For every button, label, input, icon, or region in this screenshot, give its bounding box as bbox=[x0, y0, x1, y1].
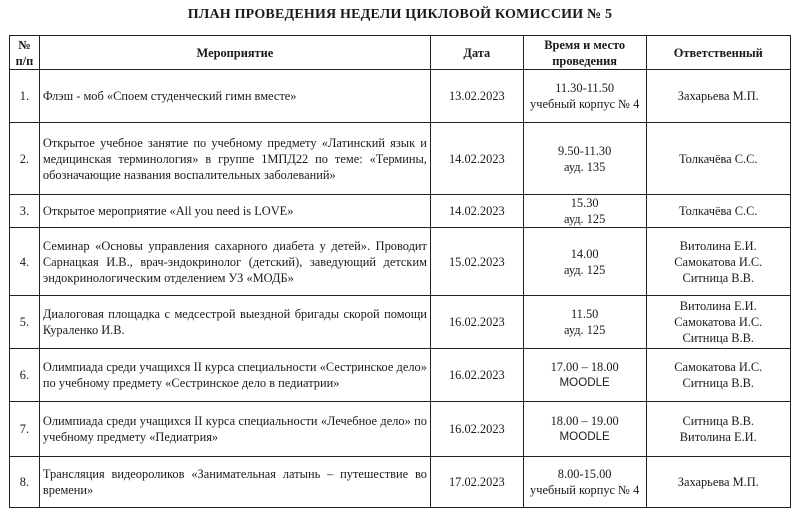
responsible-person: Толкачёва С.С. bbox=[679, 151, 758, 166]
header-number-line2: п/п bbox=[15, 53, 34, 68]
row-number: 6. bbox=[10, 349, 40, 402]
row-number: 5. bbox=[10, 296, 40, 349]
header-event: Мероприятие bbox=[39, 36, 430, 70]
row-date: 13.02.2023 bbox=[430, 70, 523, 123]
row-time: 9.50-11.30 bbox=[558, 143, 612, 158]
table-row bbox=[10, 70, 791, 123]
row-place: ауд. 125 bbox=[563, 212, 606, 226]
table-row bbox=[10, 349, 791, 402]
header-number-line1: № bbox=[18, 37, 31, 52]
row-event: Семинар «Основы управления сахарного диабета у детей». Проводит Сарнацкая И.В., врач-эндокринолог (детский), заведующий детским эндокринологическим отделением УЗ «МОДБ» bbox=[39, 228, 430, 296]
row-time: 8.00-15.00 bbox=[557, 467, 612, 481]
row-event: Флэш - моб «Споем студенческий гимн вместе» bbox=[39, 70, 430, 123]
row-responsible bbox=[646, 228, 790, 296]
responsible-person: Витолина Е.И. bbox=[679, 299, 757, 313]
row-event: Открытое мероприятие «All you need is LOVE» bbox=[39, 195, 430, 228]
row-place: учебный корпус № 4 bbox=[530, 483, 640, 497]
header-time-line1: Время и место bbox=[544, 37, 626, 52]
row-event: Открытое учебное занятие по учебному предмету «Латинский язык и медицинская терминология» в группе 1МПД22 по теме: «Термины, обозначающие названия воспалительных заболеваний» bbox=[39, 123, 430, 195]
table-row bbox=[10, 228, 791, 296]
row-event: Олимпиада среди учащихся II курса специальности «Лечебное дело» по учебному предмету «Педиатрия» bbox=[39, 402, 430, 457]
responsible-person: Ситница В.В. bbox=[682, 414, 755, 428]
responsible-person: Ситница В.В. bbox=[682, 270, 755, 285]
row-date: 14.02.2023 bbox=[430, 195, 523, 228]
responsible-person: Самокатова И.С. bbox=[674, 254, 763, 269]
row-time-place bbox=[523, 123, 646, 195]
row-time: 14.00 bbox=[570, 246, 599, 261]
row-number: 2. bbox=[10, 123, 40, 195]
row-time: 11.50 bbox=[570, 307, 599, 321]
row-time: 17.00 – 18.00 bbox=[550, 360, 619, 374]
row-date: 16.02.2023 bbox=[430, 349, 523, 402]
table-row bbox=[10, 402, 791, 457]
row-responsible bbox=[646, 349, 790, 402]
row-date: 16.02.2023 bbox=[430, 296, 523, 349]
row-time-place bbox=[523, 349, 646, 402]
responsible-person: Витолина Е.И. bbox=[679, 238, 757, 253]
row-responsible bbox=[646, 123, 790, 195]
row-time: 18.00 – 19.00 bbox=[550, 414, 619, 428]
row-responsible bbox=[646, 457, 790, 508]
responsible-person: Толкачёва С.С. bbox=[679, 204, 758, 218]
row-time-place bbox=[523, 402, 646, 457]
events-table bbox=[9, 35, 791, 508]
header-date: Дата bbox=[430, 36, 523, 70]
row-responsible bbox=[646, 70, 790, 123]
row-date: 14.02.2023 bbox=[430, 123, 523, 195]
responsible-person: Самокатова И.С. bbox=[674, 315, 763, 329]
page-title: ПЛАН ПРОВЕДЕНИЯ НЕДЕЛИ ЦИКЛОВОЙ КОМИССИИ № 5 bbox=[187, 7, 613, 22]
row-number: 4. bbox=[10, 228, 40, 296]
row-event: Олимпиада среди учащихся II курса специальности «Сестринское дело» по учебному предмету «Сестринское дело в педиатрии» bbox=[39, 349, 430, 402]
table-row bbox=[10, 296, 791, 349]
row-place: учебный корпус № 4 bbox=[530, 97, 640, 111]
row-responsible bbox=[646, 402, 790, 457]
row-number: 7. bbox=[10, 402, 40, 457]
header-responsible: Ответственный bbox=[646, 36, 790, 70]
table-header-row bbox=[10, 36, 791, 70]
header-time-place bbox=[523, 36, 646, 70]
header-time-line2: проведения bbox=[552, 53, 617, 68]
responsible-person: Самокатова И.С. bbox=[674, 360, 763, 374]
row-place: ауд. 125 bbox=[563, 323, 606, 337]
row-date: 16.02.2023 bbox=[430, 402, 523, 457]
row-number: 3. bbox=[10, 195, 40, 228]
row-date: 17.02.2023 bbox=[430, 457, 523, 508]
row-event: Диалоговая площадка с медсестрой выездной бригады скорой помощи Кураленко И.В. bbox=[39, 296, 430, 349]
row-time-place bbox=[523, 457, 646, 508]
row-responsible bbox=[646, 296, 790, 349]
row-time-place bbox=[523, 195, 646, 228]
row-place: MOODLE bbox=[559, 376, 610, 389]
table-row bbox=[10, 457, 791, 508]
row-time-place bbox=[523, 70, 646, 123]
table-row bbox=[10, 195, 791, 228]
responsible-person: Ситница В.В. bbox=[682, 331, 755, 345]
row-place: ауд. 135 bbox=[563, 159, 606, 174]
responsible-person: Ситница В.В. bbox=[682, 376, 755, 390]
responsible-person: Витолина Е.И. bbox=[679, 430, 757, 444]
responsible-person: Захарьева М.П. bbox=[677, 89, 759, 103]
table-row bbox=[10, 123, 791, 195]
row-date: 15.02.2023 bbox=[430, 228, 523, 296]
row-time: 15.30 bbox=[570, 196, 599, 210]
row-responsible bbox=[646, 195, 790, 228]
responsible-person: Захарьева М.П. bbox=[677, 475, 759, 489]
row-time: 11.30-11.50 bbox=[555, 81, 615, 95]
row-time-place bbox=[523, 228, 646, 296]
row-number: 1. bbox=[10, 70, 40, 123]
row-number: 8. bbox=[10, 457, 40, 508]
row-time-place bbox=[523, 296, 646, 349]
row-place: MOODLE bbox=[559, 430, 610, 443]
row-event: Трансляция видеороликов «Занимательная латынь – путешествие во времени» bbox=[39, 457, 430, 508]
header-number bbox=[10, 36, 40, 70]
row-place: ауд. 125 bbox=[563, 262, 606, 277]
